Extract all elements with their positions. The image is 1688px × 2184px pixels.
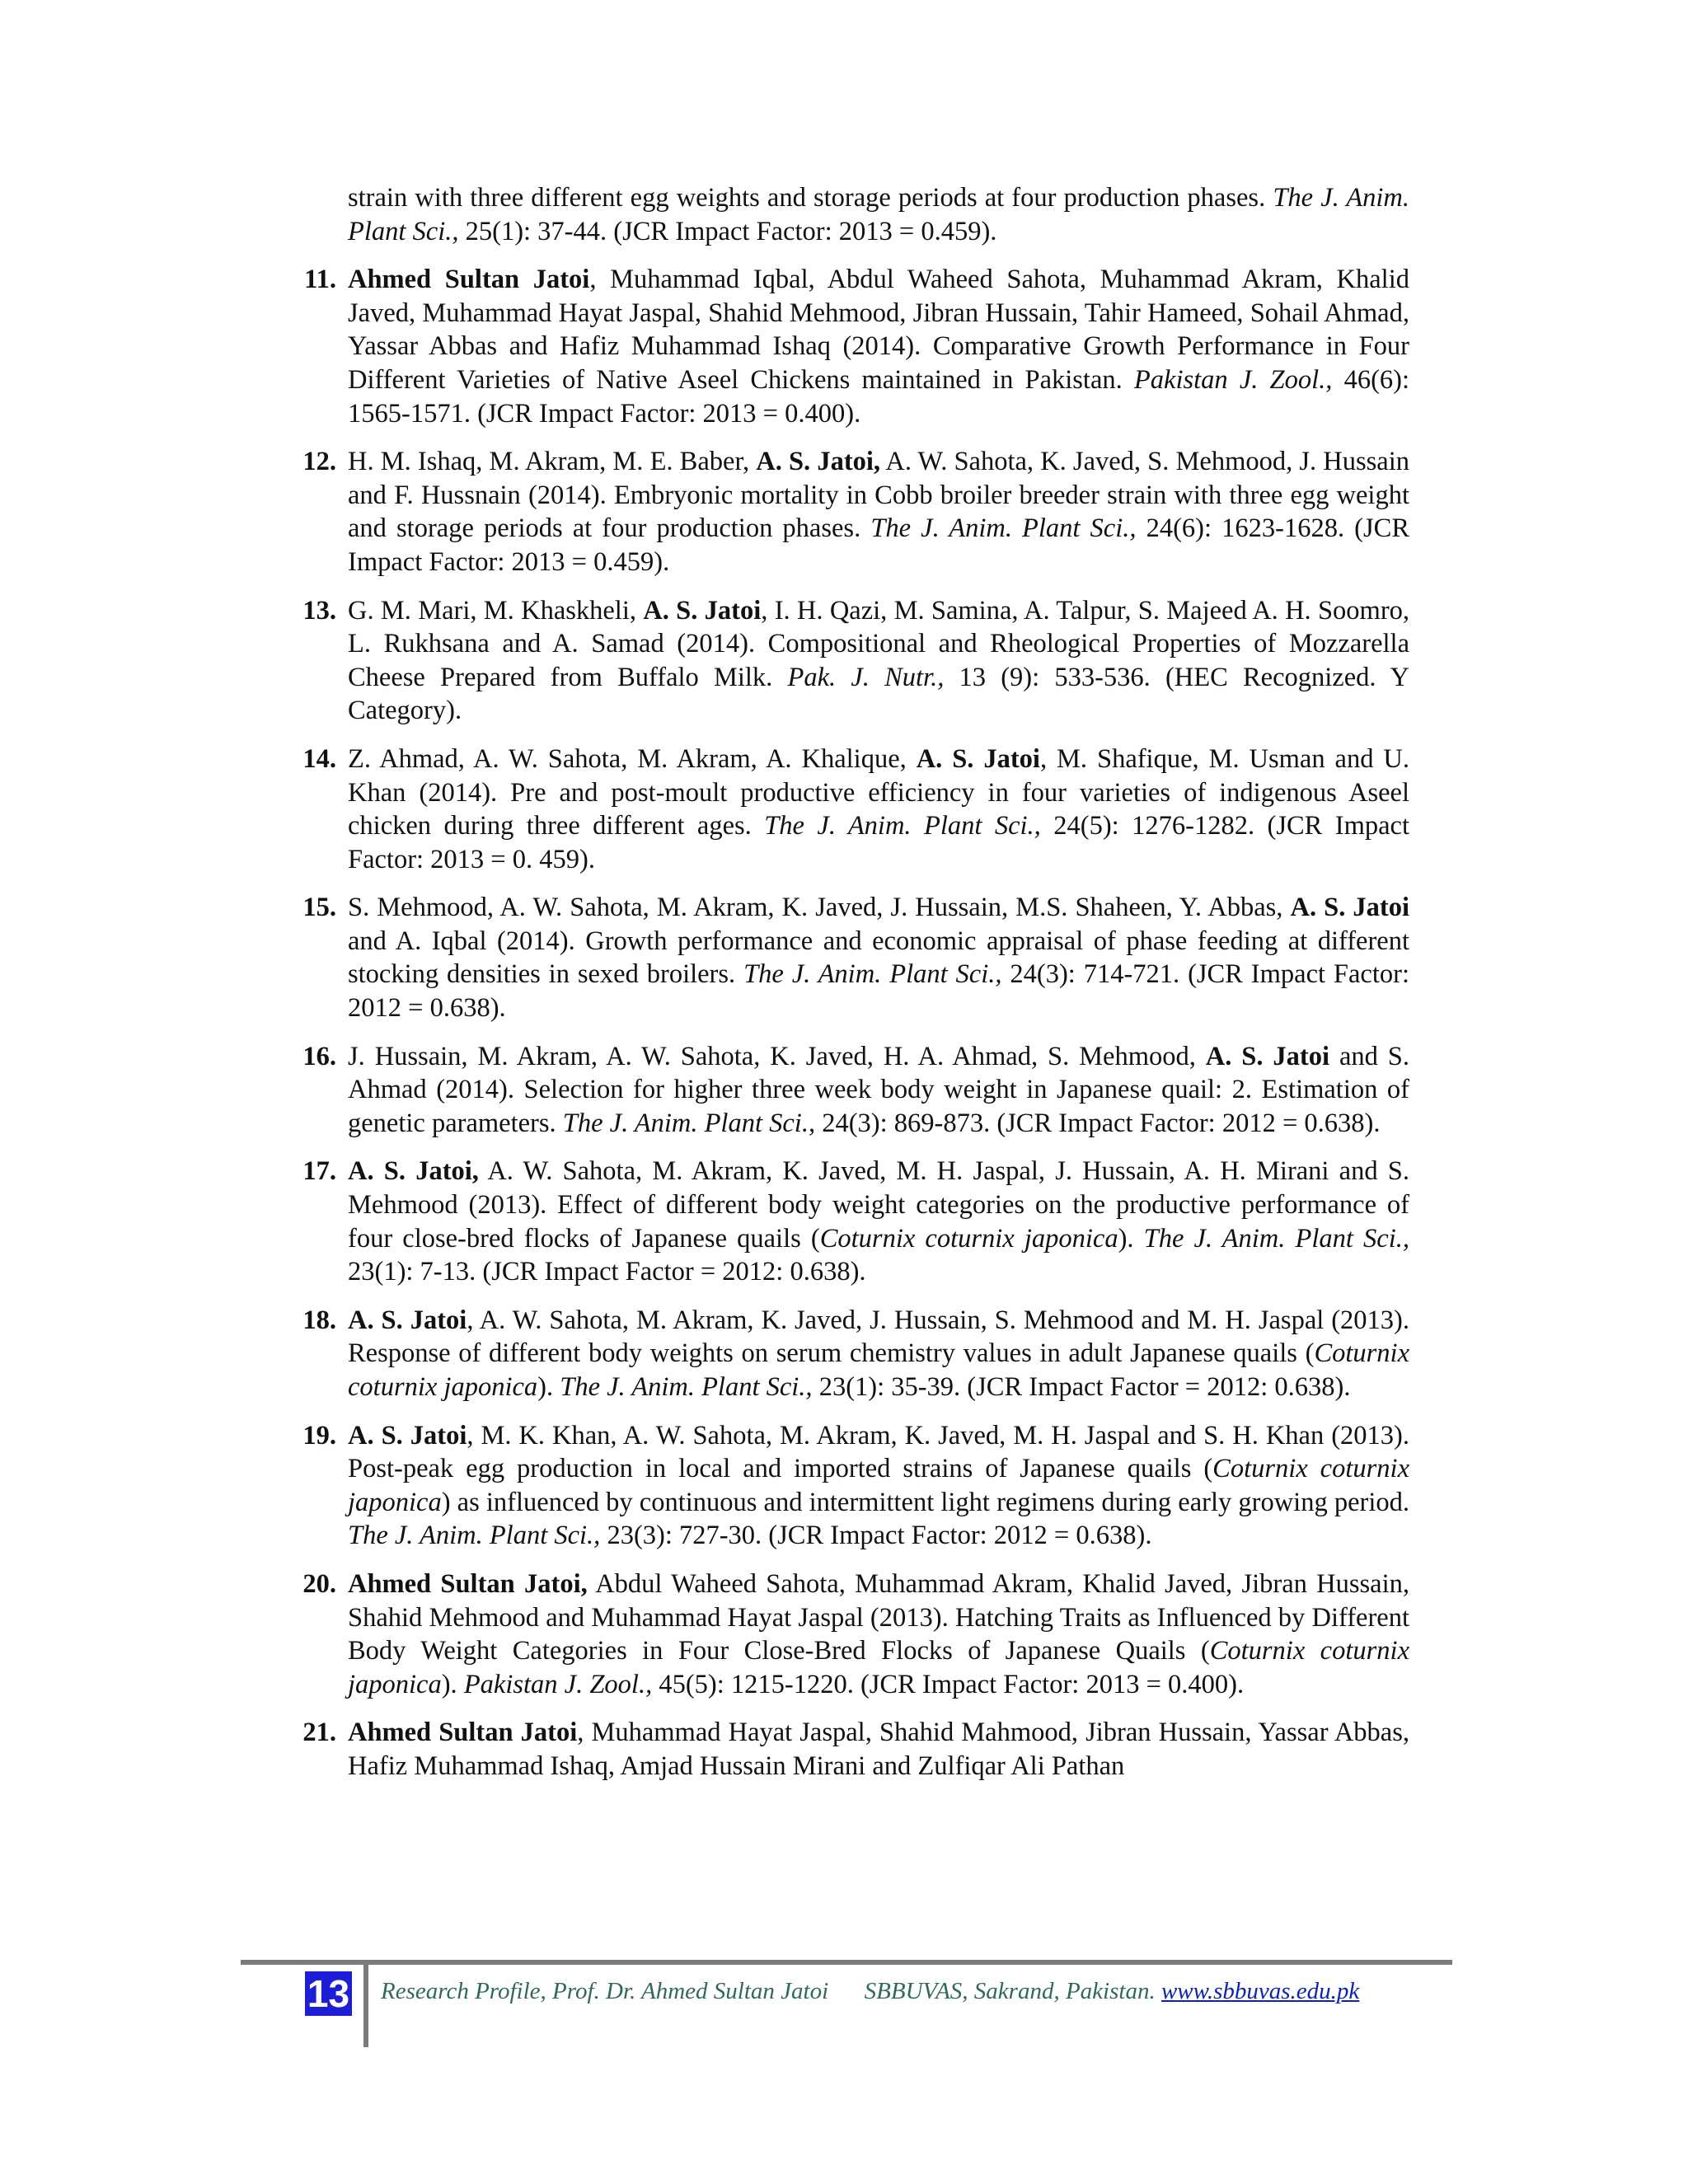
reference-highlighted-author: A. S. Jatoi — [1205, 1041, 1330, 1071]
reference-details: 45(5): 1215-1220. (JCR Impact Factor: 2013 = 0.400). — [652, 1669, 1245, 1699]
reference-authors-title: , M. Shafique, M. Usman and U. Khan (2014). Pre and post-moult productive efficiency in four varieties of indigenous Aseel chicken during three different ages. — [348, 743, 1409, 841]
reference-details: 23(1): 7-13. (JCR Impact Factor = 2012: 0.638). — [348, 1257, 866, 1287]
reference-highlighted-author: A. S. Jatoi, — [348, 1156, 479, 1187]
reference-number: 20. — [302, 1568, 336, 1599]
reference-details: 24(3): 869-873. (JCR Impact Factor: 2012 = 0.638). — [815, 1108, 1381, 1138]
reference-details: 46(6): 1565-1571. (JCR Impact Factor: 2013 = 0.400). — [348, 364, 1409, 429]
reference-highlighted-author: Ahmed Sultan Jatoi, — [348, 1568, 588, 1599]
reference-item — [290, 445, 1409, 579]
reference-authors-title: , I. H. Qazi, M. Samina, A. Talpur, S. Majeed A. H. Soomro, L. Rukhsana and A. Samad (2014). Compositional and Rheological Properties of Mozzarella Cheese Prepared from Buffalo Milk. — [348, 595, 1410, 692]
reference-highlighted-author: A. S. Jatoi — [916, 743, 1040, 774]
reference-journal: The J. Anim. Plant Sci., — [764, 811, 1041, 841]
reference-highlighted-author: A. S. Jatoi — [643, 595, 762, 626]
reference-item — [290, 1716, 1409, 1783]
footer — [381, 1978, 1359, 2005]
reference-number: 16. — [302, 1041, 336, 1071]
reference-text — [348, 1568, 1409, 1701]
reference-authors-before: S. Mehmood, A. W. Sahota, M. Akram, K. Javed, J. Hussain, M.S. Shaheen, Y. Abbas, — [348, 893, 1291, 923]
reference-authors-before: G. M. Mari, M. Khaskheli, — [348, 595, 644, 626]
reference-authors-before: H. M. Ishaq, M. Akram, M. E. Baber, — [348, 447, 757, 477]
reference-details: 24(5): 1276-1282. (JCR Impact Factor: 2013 = 0. 459). — [348, 811, 1410, 874]
reference-highlighted-author: A. S. Jatoi — [348, 1420, 467, 1451]
reference-item — [290, 891, 1409, 1024]
reference-details: 23(1): 35-39. (JCR Impact Factor = 2012: 0.638). — [812, 1372, 1351, 1402]
reference-highlighted-author: Ahmed Sultan Jatoi — [348, 1718, 578, 1748]
reference-title-end: ). — [1118, 1223, 1144, 1254]
reference-authors-before: Z. Ahmad, A. W. Sahota, M. Akram, A. Khalique, — [348, 743, 917, 774]
reference-details: 24(3): 714-721. (JCR Impact Factor: 2012 = 0.638). — [348, 959, 1409, 1024]
reference-item — [290, 1155, 1409, 1288]
reference-text — [348, 594, 1409, 728]
reference-authors-title: A. W. Sahota, M. Akram, K. Javed, M. H. Jaspal, J. Hussain, A. H. Mirani and S. Mehmood (2013). Effect of different body weight categories on the productive performance of four close-bred flocks of Japanese quails ( — [348, 1156, 1409, 1254]
reference-species: Coturnix coturnix japonica — [348, 1454, 1409, 1517]
reference-text — [348, 1040, 1409, 1141]
reference-journal: Pakistan J. Zool., — [463, 1669, 653, 1699]
reference-number: 21. — [302, 1718, 336, 1748]
reference-item — [290, 1304, 1409, 1404]
reference-number: 18. — [302, 1305, 336, 1335]
reference-number: 12. — [302, 447, 336, 477]
reference-journal: The J. Anim. Plant Sci., — [560, 1372, 813, 1402]
reference-text — [348, 263, 1409, 430]
footer-institution: SBBUVAS, Sakrand, Pakistan. — [864, 1978, 1156, 2004]
reference-authors-title: and S. Ahmad (2014). Selection for higher three week body weight in Japanese quail: 2. Estimation of genetic parameters. — [348, 1041, 1409, 1138]
reference-details: 24(6): 1623-1628. (JCR Impact Factor: 2013 = 0.459). — [348, 513, 1410, 577]
reference-journal: The J. Anim. Plant Sci., — [743, 959, 1002, 990]
reference-item — [290, 743, 1409, 876]
reference-highlighted-author: A. S. Jatoi — [1290, 893, 1409, 923]
reference-item — [290, 594, 1409, 728]
reference-journal: The J. Anim. Plant Sci., — [348, 1521, 601, 1551]
reference-highlighted-author: A. S. Jatoi, — [756, 447, 881, 477]
reference-text — [348, 445, 1409, 579]
reference-authors-title: , Muhammad Hayat Jaspal, Shahid Mahmood, Jibran Hussain, Yassar Abbas, Hafiz Muhammad Ishaq, Amjad Hussain Mirani and Zulfiqar Ali Pathan — [348, 1718, 1409, 1781]
reference-text — [348, 1304, 1409, 1404]
reference-list — [290, 263, 1409, 1783]
continuation-journal: The J. Anim. Plant Sci., — [348, 183, 1410, 246]
reference-journal: Pak. J. Nutr., — [787, 662, 945, 692]
reference-number: 17. — [302, 1156, 336, 1187]
reference-authors-title: , M. K. Khan, A. W. Sahota, M. Akram, K. Javed, M. H. Jaspal and S. H. Khan (2013). Post-peak egg production in local and imported strains of Japanese quails ( — [348, 1420, 1409, 1484]
reference-journal: The J. Anim. Plant Sci., — [562, 1108, 816, 1138]
reference-authors-title: Abdul Waheed Sahota, Muhammad Akram, Khalid Javed, Jibran Hussain, Shahid Mehmood and Muhammad Hayat Jaspal (2013). Hatching Traits as Influenced by Different Body Weight Categories in Four Close-Bred Flocks of Japanese Quails ( — [348, 1568, 1409, 1666]
reference-authors-title: and A. Iqbal (2014). Growth performance and economic appraisal of phase feeding at different stocking densities in sexed broilers. — [348, 926, 1409, 990]
reference-continuation — [290, 181, 1409, 248]
reference-details: 13 (9): 533-536. (HEC Recognized. Y Category). — [348, 662, 1409, 726]
continuation-text: strain with three different egg weights and storage periods at four production phases. — [348, 183, 1266, 213]
publication-list — [290, 181, 1409, 1798]
reference-number: 14. — [302, 743, 336, 774]
footer-profile: Research Profile, Prof. Dr. Ahmed Sultan Jatoi — [381, 1978, 829, 2004]
reference-species: Coturnix coturnix japonica — [348, 1338, 1409, 1402]
reference-journal: The J. Anim. Plant Sci., — [870, 513, 1137, 544]
reference-item — [290, 263, 1409, 430]
reference-number: 11. — [304, 265, 336, 295]
reference-authors-title: , Muhammad Iqbal, Abdul Waheed Sahota, Muhammad Akram, Khalid Javed, Muhammad Hayat Jaspal, Shahid Mehmood, Jibran Hussain, Tahir Hameed, Sohail Ahmad, Yassar Abbas and Hafiz Muhammad Ishaq (2014). Comparative Growth Performance in Four Different Varieties of Native Aseel Chickens maintained in Pakistan. — [348, 265, 1409, 395]
reference-item — [290, 1419, 1409, 1553]
reference-item — [290, 1040, 1409, 1141]
reference-number: 15. — [302, 893, 336, 923]
reference-number: 19. — [302, 1420, 336, 1451]
reference-number: 13. — [302, 595, 336, 626]
reference-highlighted-author: A. S. Jatoi — [348, 1305, 467, 1335]
page-number: 13 — [305, 1971, 352, 2016]
footer-url-link[interactable]: www.sbbuvas.edu.pk — [1160, 1978, 1360, 2004]
reference-species: Coturnix coturnix japonica — [348, 1636, 1409, 1699]
reference-details: 23(3): 727-30. (JCR Impact Factor: 2012 = 0.638). — [600, 1521, 1152, 1551]
reference-authors-before: J. Hussain, M. Akram, A. W. Sahota, K. Javed, H. A. Ahmad, S. Mehmood, — [348, 1041, 1206, 1071]
reference-text — [348, 743, 1409, 876]
continuation-rest: 25(1): 37-44. (JCR Impact Factor: 2013 = 0.459). — [458, 216, 997, 246]
footer-divider — [241, 1960, 1452, 1965]
reference-title-end: ). — [537, 1372, 560, 1402]
footer-vertical-divider — [363, 1965, 368, 2047]
reference-title-end: ) as influenced by continuous and intermittent light regimens during early growing period. — [441, 1487, 1409, 1517]
reference-species: Coturnix coturnix japonica — [819, 1223, 1118, 1254]
reference-journal: The J. Anim. Plant Sci., — [1143, 1223, 1409, 1254]
reference-text — [348, 1419, 1409, 1553]
reference-text — [348, 1155, 1409, 1288]
reference-authors-title: A. W. Sahota, K. Javed, S. Mehmood, J. Hussain and F. Hussnain (2014). Embryonic mortality in Cobb broiler breeder strain with three egg weight and storage periods at four production phases. — [348, 447, 1410, 544]
reference-item — [290, 1568, 1409, 1701]
reference-text — [348, 1716, 1409, 1783]
reference-text — [348, 891, 1409, 1024]
reference-title-end: ). — [441, 1669, 464, 1699]
reference-authors-title: , A. W. Sahota, M. Akram, K. Javed, J. Hussain, S. Mehmood and M. H. Jaspal (2013). Response of different body weights on serum chemistry values in adult Japanese quails ( — [348, 1305, 1410, 1369]
reference-journal: Pakistan J. Zool., — [1133, 364, 1333, 395]
reference-highlighted-author: Ahmed Sultan Jatoi — [348, 265, 590, 295]
